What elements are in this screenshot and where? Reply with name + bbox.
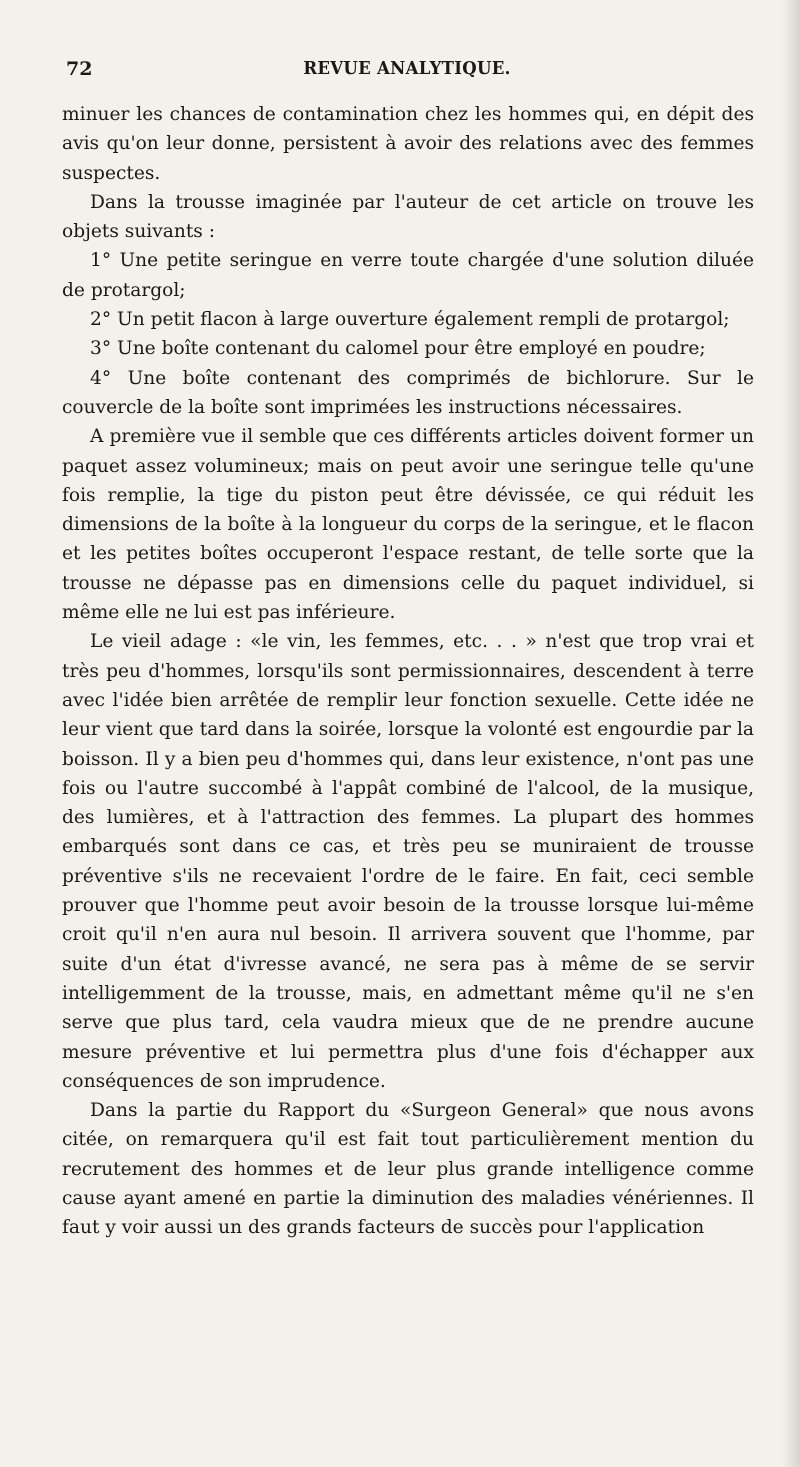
page-number: 72 xyxy=(66,58,93,80)
body-text xyxy=(62,100,754,1243)
list-item-2: 2° Un petit flacon à large ouverture également rempli de protargol; xyxy=(90,309,730,331)
list-item-3: 3° Une boîte contenant du calomel pour être employé en poudre; xyxy=(90,338,706,360)
paragraph-vieil-adage: Le vieil adage : «le vin, les femmes, etc. . . » n'est que trop vrai et très peu d'hommes, lorsqu'ils sont permissionnaires, descendent à terre avec l'idée bien arrêtée de remplir leur fonction sexuelle. Cette idée ne leur vient que tard dans la soirée, lorsque la volonté est engourdie par la boisson. Il y a bien peu d'hommes qui, dans leur existence, n'ont pas une fois ou l'autre succombé à l'appât combiné de l'alcool, de la musique, des lumières, et à l'attraction des femmes. La plupart des hommes embarqués sont dans ce cas, et très peu se muniraient de trousse préventive s'ils ne recevaient l'ordre de le faire. En fait, ceci semble prouver que l'homme peut avoir besoin de la trousse lorsque lui-même croit qu'il n'en aura nul besoin. Il arrivera souvent que l'homme, par suite d'un état d'ivresse avancé, ne sera pas à même de se servir intelligemment de la trousse, mais, en admettant même qu'il ne s'en serve que plus tard, cela vaudra mieux que de ne prendre aucune mesure préventive et lui permettra plus d'une fois d'échapper aux conséquences de son imprudence. xyxy=(62,631,754,1092)
page-header xyxy=(62,58,752,90)
page-edge-shadow xyxy=(782,0,800,1467)
paragraph-surgeon-general: Dans la partie du Rapport du «Surgeon General» que nous avons citée, on remarquera qu'il est fait tout particulièrement mention du recrutement des hommes et de leur plus grande intelligence comme cause ayant amené en partie la diminution des maladies vénériennes. Il faut y voir aussi un des grands facteurs de succès pour l'application xyxy=(62,1100,754,1239)
running-title: REVUE ANALYTIQUE. xyxy=(303,58,511,79)
list-item-4: 4° Une boîte contenant des comprimés de bichlorure. Sur le couvercle de la boîte sont imprimées les instructions nécessaires. xyxy=(62,367,754,418)
list-item-1: 1° Une petite seringue en verre toute chargée d'une solution diluée de protargol; xyxy=(62,250,754,301)
paragraph-trousse-intro: Dans la trousse imaginée par l'auteur de cet article on trouve les objets suivants : xyxy=(62,191,754,243)
paragraph-premiere-vue: A première vue il semble que ces différents articles doivent former un paquet assez volumineux; mais on peut avoir une seringue telle qu'une fois remplie, la tige du piston peut être dévissée, ce qui réduit les dimensions de la boîte à la longueur du corps de la seringue, et le flacon et les petites boîtes occuperont l'espace restant, de telle sorte que la trousse ne dépasse pas en dimensions celle du paquet individuel, si même elle ne lui est pas inférieure. xyxy=(62,426,754,624)
paragraph-continuation: minuer les chances de contamination chez les hommes qui, en dépit des avis qu'on leur donne, persistent à avoir des relations avec des femmes suspectes. xyxy=(62,104,754,184)
